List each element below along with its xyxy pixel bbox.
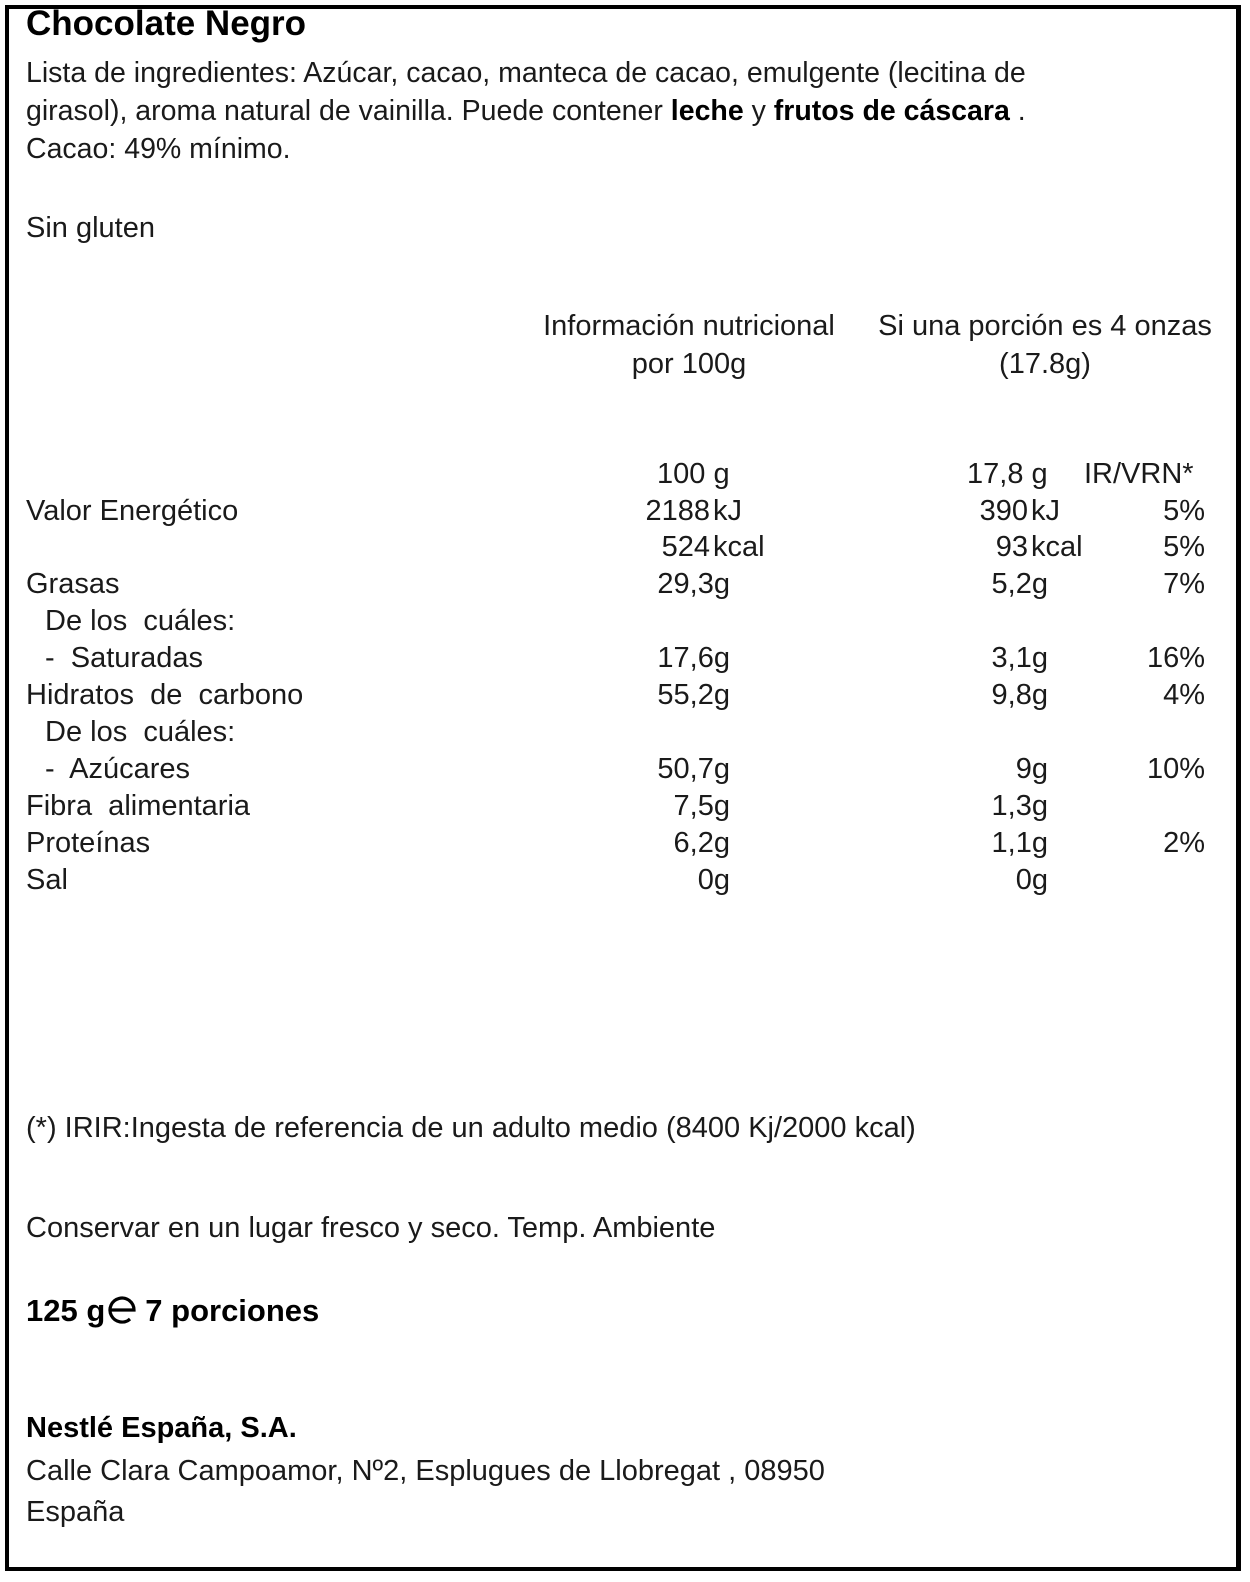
cacao-percentage: Cacao: 49% mínimo. <box>26 133 291 165</box>
company-name: Nestlé España, S.A. <box>26 1412 297 1444</box>
salt-portion: 0g <box>1015 864 1048 896</box>
row-label-protein: Proteínas <box>26 827 151 859</box>
row-label-of-which-fat: De los cuáles: <box>45 605 236 637</box>
allergen-milk: leche <box>670 95 744 127</box>
ingredients-conjunction: y <box>743 95 774 127</box>
saturated-100g: 17,6g <box>657 642 730 674</box>
energy-kcal-100g-unit: kcal <box>713 531 765 563</box>
sugars-portion: 9g <box>1015 753 1048 785</box>
net-weight-line <box>26 1293 319 1329</box>
reference-intake-footnote: (*) IRIR:Ingesta de referencia de un adulto medio (8400 Kj/2000 kcal) <box>26 1112 916 1144</box>
gluten-free-statement: Sin gluten <box>26 212 155 244</box>
carbohydrates-ir: 4% <box>1163 679 1205 711</box>
ingredients-line-1: Lista de ingredientes: Azúcar, cacao, manteca de cacao, emulgente (lecitina de <box>26 57 1026 89</box>
fat-ir: 7% <box>1163 568 1205 600</box>
nutrition-header-portion: Si una porción es 4 onzas <box>878 310 1212 342</box>
ingredients-text: girasol), aroma natural de vainilla. Puede contener <box>26 95 671 127</box>
salt-100g: 0g <box>697 864 730 896</box>
company-address: Calle Clara Campoamor, Nº2, Esplugues de Llobregat , 08950 <box>26 1455 825 1487</box>
ingredients-line-2 <box>26 92 1026 130</box>
column-portion: 17,8 g <box>967 458 1048 490</box>
row-label-fibre: Fibra alimentaria <box>26 790 251 822</box>
allergen-nuts: frutos de cáscara <box>773 95 1010 127</box>
energy-kj-100g: 2188 <box>645 495 710 527</box>
row-label-fat: Grasas <box>26 568 120 600</box>
row-label-carbohydrates: Hidratos de carbono <box>26 679 304 711</box>
fibre-portion: 1,3g <box>991 790 1048 822</box>
ingredients-end: . <box>1009 95 1026 127</box>
fat-100g: 29,3g <box>657 568 730 600</box>
protein-100g: 6,2g <box>673 827 730 859</box>
storage-instructions: Conservar en un lugar fresco y seco. Temp. Ambiente <box>26 1212 716 1244</box>
fibre-100g: 7,5g <box>673 790 730 822</box>
estimated-e-mark-icon <box>105 1294 139 1326</box>
energy-kcal-portion: 93 <box>995 531 1028 563</box>
energy-kcal-100g: 524 <box>661 531 710 563</box>
net-weight: 125 g <box>26 1293 106 1328</box>
nutrition-header-portion-sub: (17.8g) <box>999 348 1091 380</box>
energy-kj-portion-unit: kJ <box>1031 495 1060 527</box>
energy-kj-100g-unit: kJ <box>713 495 742 527</box>
sugars-ir: 10% <box>1146 753 1205 785</box>
saturated-portion: 3,1g <box>991 642 1048 674</box>
carbohydrates-100g: 55,2g <box>657 679 730 711</box>
row-label-of-which-carbs: De los cuáles: <box>45 716 236 748</box>
row-label-salt: Sal <box>26 864 68 896</box>
energy-kcal-ir: 5% <box>1163 531 1205 563</box>
row-label-saturated: - Saturadas <box>45 642 203 674</box>
protein-portion: 1,1g <box>991 827 1048 859</box>
protein-ir: 2% <box>1163 827 1205 859</box>
product-title: Chocolate Negro <box>26 4 307 43</box>
saturated-ir: 16% <box>1146 642 1205 674</box>
fat-portion: 5,2g <box>991 568 1048 600</box>
row-label-sugars: - Azúcares <box>45 753 191 785</box>
row-label-energy: Valor Energético <box>26 495 239 527</box>
carbohydrates-portion: 9,8g <box>991 679 1048 711</box>
nutrition-header-per100-sub: por 100g <box>631 348 747 380</box>
column-ir-vrn: IR/VRN* <box>1084 458 1194 490</box>
energy-kcal-portion-unit: kcal <box>1031 531 1083 563</box>
portions-count: 7 porciones <box>145 1293 320 1328</box>
energy-kj-ir: 5% <box>1163 495 1205 527</box>
column-100g: 100 g <box>657 458 730 490</box>
company-country: España <box>26 1496 125 1528</box>
sugars-100g: 50,7g <box>657 753 730 785</box>
energy-kj-portion: 390 <box>979 495 1028 527</box>
nutrition-header-per100: Información nutricional <box>543 310 835 342</box>
